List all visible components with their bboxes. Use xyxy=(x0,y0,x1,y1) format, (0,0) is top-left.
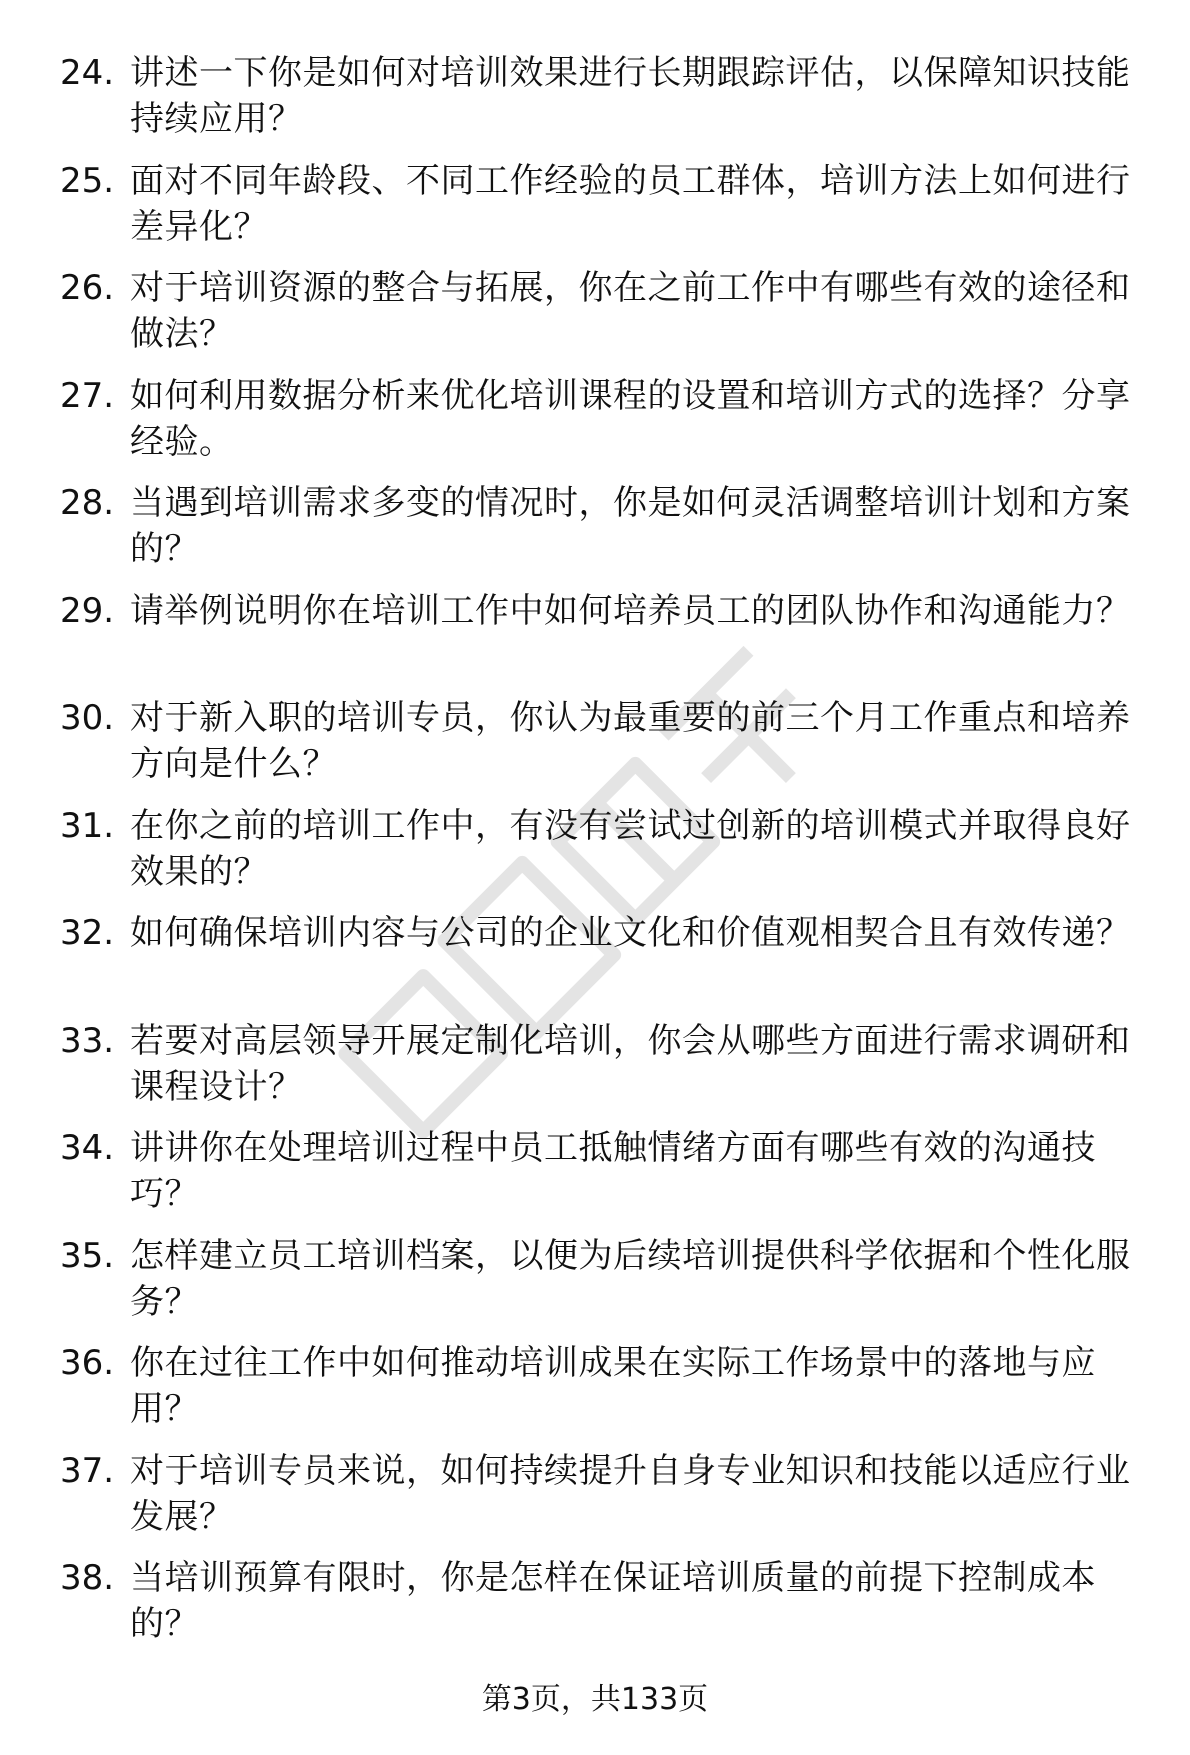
list-item xyxy=(60,1340,1150,1448)
question-text: 在你之前的培训工作中，有没有尝试过创新的培训模式并取得良好效果的？ xyxy=(130,805,1131,892)
question-text: 请举例说明你在培训工作中如何培养员工的团队协作和沟通能力？ xyxy=(130,590,1131,631)
list-item xyxy=(60,1233,1150,1341)
question-text: 如何确保培训内容与公司的企业文化和价值观相契合且有效传递？ xyxy=(130,913,1131,953)
question-text: 当遇到培训需求多变的情况时，你是如何灵活调整培训计划和方案的？ xyxy=(130,483,1131,569)
question-text: 你在过往工作中如何推动培训成果在实际工作场景中的落地与应用？ xyxy=(130,1343,1096,1429)
question-number: 38. xyxy=(60,1558,115,1598)
list-item xyxy=(60,158,1150,266)
question-text: 面对不同年龄段、不同工作经验的员工群体，培训方法上如何进行差异化？ xyxy=(130,160,1131,247)
list-item xyxy=(60,1018,1150,1126)
question-number: 27. xyxy=(60,375,115,416)
page-footer: 第3页，共133页 xyxy=(481,1682,709,1717)
question-text: 讲述一下你是如何对培训效果进行长期跟踪评估，以保障知识技能持续应用？ xyxy=(130,53,1131,139)
list-item xyxy=(60,480,1150,588)
question-text: 当培训预算有限时，你是怎样在保证培训质量的前提下控制成本的？ xyxy=(130,1558,1096,1644)
question-number: 25. xyxy=(60,160,115,201)
question-number: 26. xyxy=(60,268,115,308)
question-number: 29. xyxy=(60,590,115,631)
question-number: 36. xyxy=(60,1343,115,1383)
list-item xyxy=(60,910,1150,1018)
question-number: 33. xyxy=(60,1020,115,1061)
question-number: 31. xyxy=(60,805,115,846)
list-item xyxy=(60,803,1150,911)
list-item xyxy=(60,1125,1150,1233)
question-number: 35. xyxy=(60,1235,115,1276)
list-item xyxy=(60,373,1150,481)
list-item xyxy=(60,1555,1150,1663)
question-number: 24. xyxy=(60,53,115,93)
question-number: 32. xyxy=(60,913,115,953)
question-number: 34. xyxy=(60,1128,115,1168)
question-text: 如何利用数据分析来优化培训课程的设置和培训方式的选择？分享经验。 xyxy=(130,375,1131,462)
question-number: 30. xyxy=(60,698,115,738)
question-text: 怎样建立员工培训档案，以便为后续培训提供科学依据和个性化服务？ xyxy=(130,1235,1131,1322)
question-text: 讲讲你在处理培训过程中员工抵触情绪方面有哪些有效的沟通技巧？ xyxy=(130,1128,1096,1214)
list-item xyxy=(60,588,1150,696)
question-text: 对于培训资源的整合与拓展，你在之前工作中有哪些有效的途径和做法？ xyxy=(130,268,1131,354)
question-text: 若要对高层领导开展定制化培训，你会从哪些方面进行需求调研和课程设计？ xyxy=(130,1020,1131,1107)
question-text: 对于培训专员来说，如何持续提升自身专业知识和技能以适应行业发展？ xyxy=(130,1450,1131,1537)
list-item xyxy=(60,265,1150,373)
question-number: 37. xyxy=(60,1450,115,1491)
list-item xyxy=(60,1448,1150,1556)
question-list xyxy=(60,50,1150,1663)
question-number: 28. xyxy=(60,483,115,523)
list-item xyxy=(60,50,1150,158)
question-text: 对于新入职的培训专员，你认为最重要的前三个月工作重点和培养方向是什么？ xyxy=(130,698,1131,784)
list-item xyxy=(60,695,1150,803)
